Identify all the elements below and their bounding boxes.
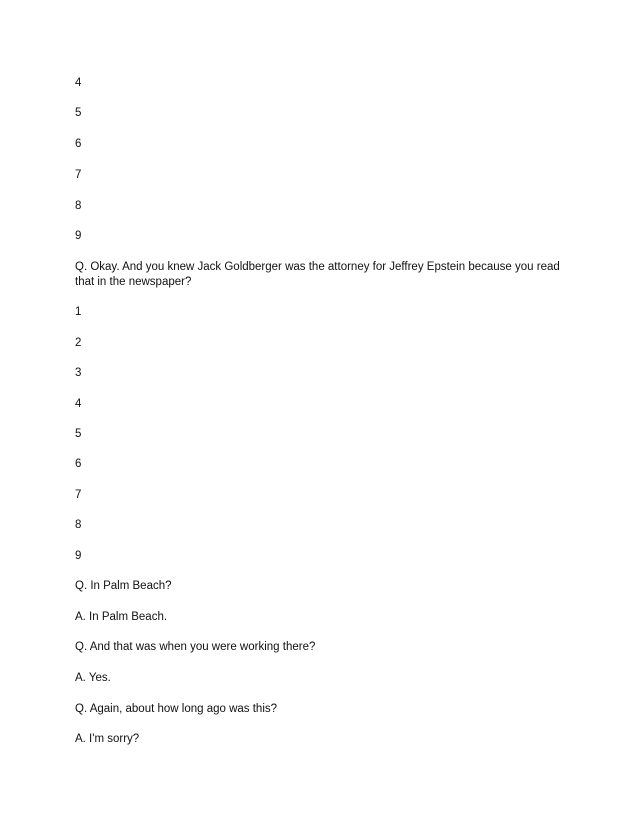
line-number-6: 6 [75,138,82,150]
answer-im-sorry: A. I'm sorry? [75,733,140,745]
line-number-8: 8 [75,200,82,212]
line-number-5b: 5 [75,428,82,440]
line-number-2: 2 [75,337,82,349]
question-working-there: Q. And that was when you were working there? [75,641,316,653]
line-number-9: 9 [75,230,82,242]
question-goldberger: Q. Okay. And you knew Jack Goldberger was the attorney for Jeffrey Epstein because you read that in the newspaper? [75,261,560,288]
answer-yes: A. Yes. [75,672,111,684]
question-how-long-ago: Q. Again, about how long ago was this? [75,703,278,715]
answer-palm-beach: A. In Palm Beach. [75,611,168,623]
line-number-7: 7 [75,169,82,181]
line-number-4: 4 [75,77,82,89]
line-number-1: 1 [75,306,82,318]
line-number-3: 3 [75,367,82,379]
line-number-6b: 6 [75,458,82,470]
line-number-7b: 7 [75,489,82,501]
question-palm-beach: Q. In Palm Beach? [75,580,172,592]
line-number-8b: 8 [75,519,82,531]
line-number-9b: 9 [75,550,82,562]
line-number-5: 5 [75,107,82,119]
line-number-4b: 4 [75,398,82,410]
